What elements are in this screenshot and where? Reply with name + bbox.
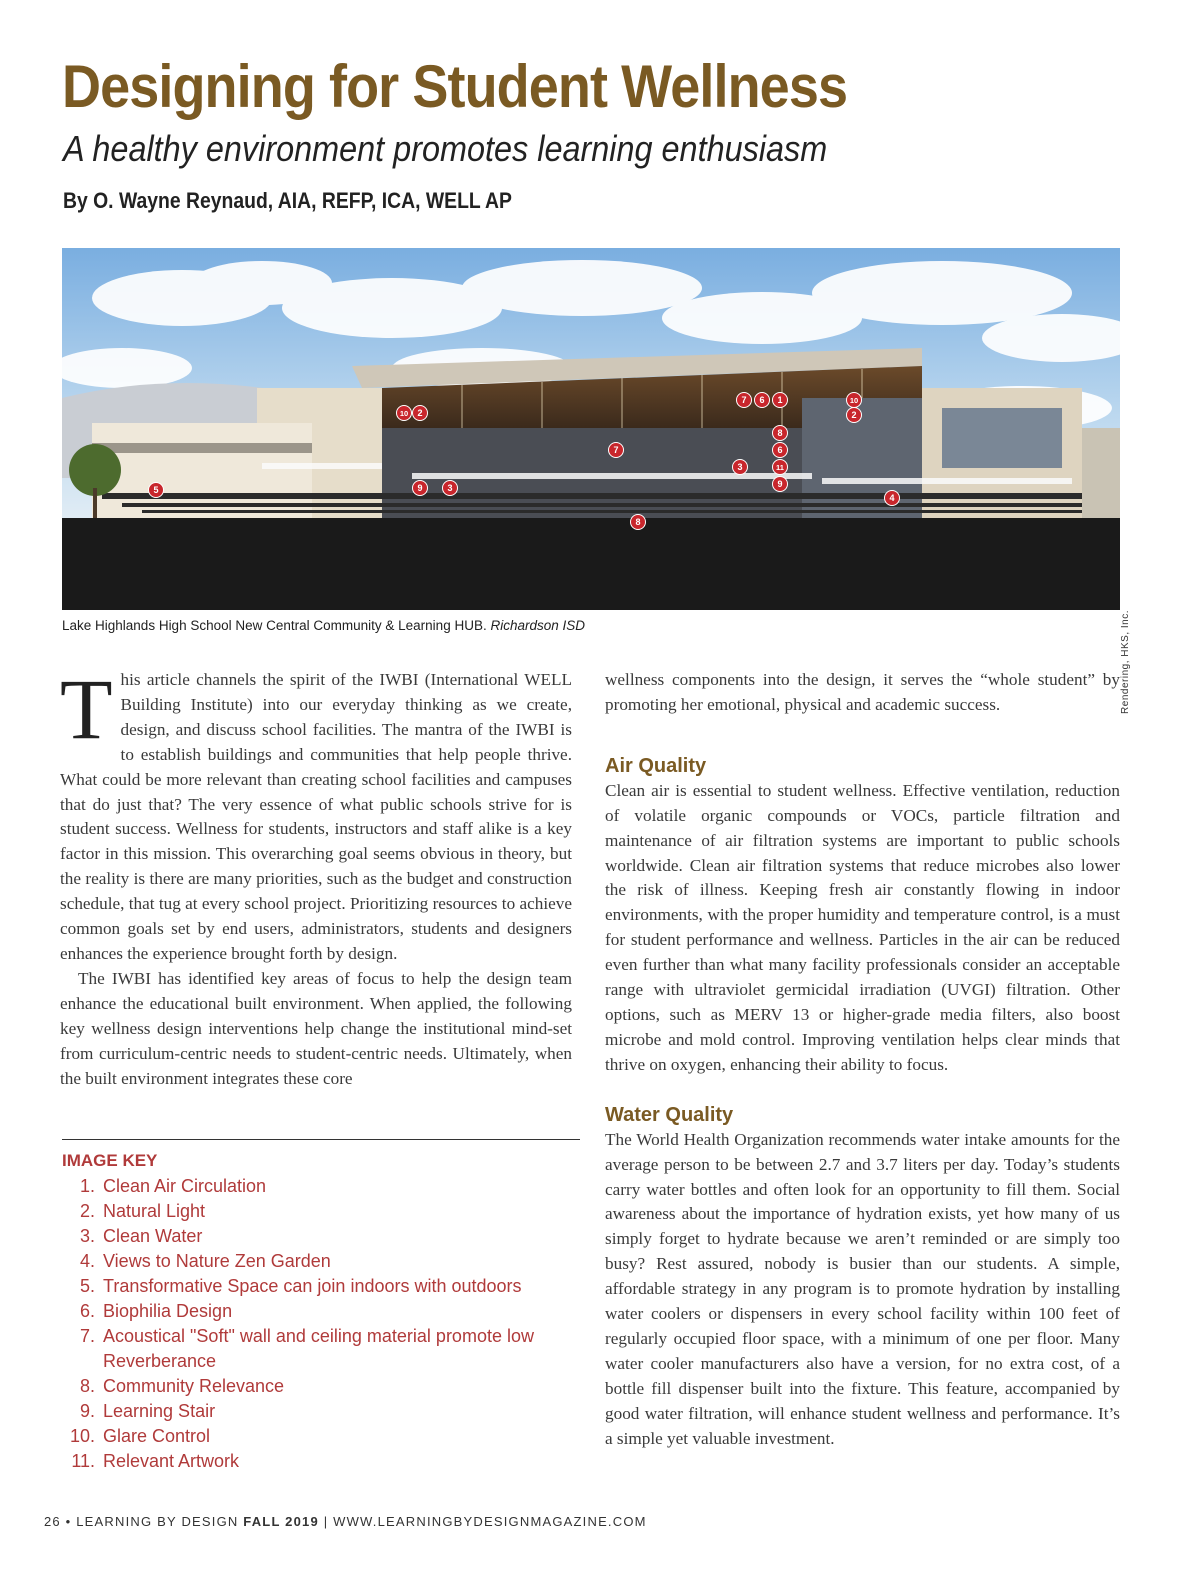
figure-caption <box>62 618 585 633</box>
image-marker <box>413 406 428 421</box>
image-marker-label: 7 <box>741 395 747 405</box>
image-key-number: 8. <box>79 1376 95 1396</box>
image-key-label: Views to Nature Zen Garden <box>103 1251 331 1271</box>
image-key-item <box>62 1174 582 1199</box>
image-key-number: 2. <box>79 1201 95 1221</box>
image-marker-label: 2 <box>417 408 423 418</box>
caption-italic: Richardson ISD <box>490 618 586 633</box>
heading-water-quality: Water Quality <box>605 1103 734 1126</box>
image-key-label: Clean Water <box>103 1226 203 1246</box>
footer-separator: | <box>323 1514 329 1529</box>
image-key-number: 5. <box>79 1276 95 1296</box>
article-column-right <box>605 668 1120 1451</box>
image-key-item <box>62 1224 582 1249</box>
image-marker <box>847 393 862 408</box>
image-marker <box>885 491 900 506</box>
image-key-item <box>62 1324 582 1374</box>
image-marker <box>773 393 788 408</box>
image-marker <box>733 460 748 475</box>
image-key-item <box>62 1449 582 1474</box>
image-marker-label: 10 <box>399 409 409 418</box>
drop-cap: T <box>60 661 113 757</box>
image-key-label: Biophilia Design <box>103 1301 233 1321</box>
image-key-item <box>62 1249 582 1274</box>
image-marker-label: 4 <box>889 493 895 503</box>
paragraph-intro-text: his article channels the spirit of the IWBI (International WELL Building Institute) into our everyday thinking as we create, design, and discuss school facilities. The mantra of the IWBI is to establish buildings and communities that help people thrive. What could be more relevant than creating school facilities and campuses that do just that? The very essence of what public schools strive for is student success. Wellness for students, instructors and staff alike is a key factor in this mission. This overarching goal seems obvious in theory, but the reality is there are many priorities, such as the budget and construction schedule, that tug at every school project. Prioritizing resources to achieve common goals set by end users, administrators, students and designers enhances the experience brought forth by design. <box>60 670 572 963</box>
image-marker-label: 9 <box>417 483 423 493</box>
image-key-item <box>62 1424 582 1449</box>
byline: By O. Wayne Reynaud, AIA, REFP, ICA, WELL AP <box>63 188 512 213</box>
image-key-number: 4. <box>79 1251 95 1271</box>
image-key-number: 3. <box>79 1226 95 1246</box>
article-title: Designing for Student Wellness <box>62 53 848 120</box>
image-marker <box>755 393 770 408</box>
image-marker-label: 1 <box>777 395 783 405</box>
image-key-number: 9. <box>79 1401 95 1421</box>
magazine-url: WWW.LEARNINGBYDESIGNMAGAZINE.COM <box>333 1514 647 1529</box>
hero-rendering <box>62 248 1120 610</box>
image-key-item <box>62 1299 582 1324</box>
image-marker-label: 11 <box>776 463 784 472</box>
image-key-number: 1. <box>79 1176 95 1196</box>
image-marker <box>397 406 412 421</box>
image-credit <box>1120 610 1134 972</box>
image-key-label: Clean Air Circulation <box>103 1176 267 1196</box>
image-marker <box>443 481 458 496</box>
image-key-number: 10. <box>69 1426 95 1446</box>
image-key-label: Glare Control <box>103 1426 211 1446</box>
paragraph-water-quality: The World Health Organization recommends water intake amounts for the average person to be between 2.7 and 3.7 liters per day. Today’s students carry water bottles and often look for an opportunity to fill them. Social awareness about the importance of hydration exists, yet how many of us simply forget to hydrate because we aren’t reminded or are simply too busy? Rest assured, nobody is busier than our students. A simple, affordable strategy in any program is to promote hydration by installing water coolers or dispensers in every school facility within 100 feet of regularly occupied floor space, with a minimum of one per floor. Many water cooler manufacturers also have a version, for no extra cost, of a bottle fill dispenser built into the fixture. This feature, accompanied by good water filtration, will enhance student wellness and performance. It’s a simple yet valuable investment. <box>605 1129 1120 1448</box>
article-subtitle: A healthy environment promotes learning enthusiasm <box>63 128 828 169</box>
image-marker-label: 7 <box>613 445 619 455</box>
image-marker <box>847 408 862 423</box>
image-marker-label: 8 <box>635 517 641 527</box>
image-marker-label: 2 <box>851 410 857 420</box>
image-marker <box>773 460 788 475</box>
image-key-label: Learning Stair <box>103 1401 216 1421</box>
image-marker <box>609 443 624 458</box>
image-marker <box>773 477 788 492</box>
caption-main: Lake Highlands High School New Central Community & Learning HUB. <box>62 618 487 633</box>
image-marker-label: 3 <box>737 462 743 472</box>
paragraph-intro <box>60 661 572 967</box>
paragraph-air-quality: Clean air is essential to student wellness. Effective ventilation, reduction of volatile organic compounds or VOCs, particle filtration and maintenance of air filtration systems are important to public schools worldwide. Clean air filtration systems that reduce microbes also lower the risk of illness. Keeping fresh air constantly flowing in indoor environments, with the proper humidity and temperature control, is a must for student performance and wellness. Particles in the air can be reduced even further than what many facility professionals consider an acceptable range with ultraviolet germicidal irradiation (UVGI) filtration. Other options, such as MERV 13 or higher-grade media filters, also boost microbe and mold control. Improving ventilation helps clear minds that thrive on oxygen, enhancing their ability to focus. <box>605 780 1120 1074</box>
image-marker <box>773 443 788 458</box>
magazine-name: LEARNING BY DESIGN <box>76 1514 239 1529</box>
image-key-label: Natural Light <box>103 1201 206 1221</box>
image-key-label: Transformative Space can join indoors with outdoors <box>103 1276 522 1296</box>
image-key-divider <box>62 1139 580 1140</box>
article-column-left <box>60 661 572 1091</box>
school-rendering-illustration <box>62 248 1120 610</box>
image-marker <box>413 481 428 496</box>
image-key-label: Acoustical "Soft" wall and ceiling material promote low Reverberance <box>103 1326 534 1371</box>
paragraph-iwbi: The IWBI has identified key areas of focus to help the design team enhance the educational built environment. When applied, the following key wellness design interventions help change the institutional mind-set from curriculum-centric needs to student-centric needs. Ultimately, when the built environment integrates these core <box>60 968 572 1088</box>
image-marker-label: 6 <box>777 445 783 455</box>
image-marker-label: 6 <box>759 395 765 405</box>
heading-air-quality: Air Quality <box>605 754 707 777</box>
image-key-item <box>62 1274 582 1299</box>
image-marker-label: 3 <box>447 483 453 493</box>
image-key-number: 7. <box>79 1326 95 1346</box>
image-key-list <box>62 1174 582 1474</box>
image-credit-text: Rendering, HKS, Inc. <box>1120 610 1131 714</box>
image-key-item <box>62 1399 582 1424</box>
image-marker <box>773 426 788 441</box>
image-key-item <box>62 1374 582 1399</box>
image-marker-label: 8 <box>777 428 783 438</box>
image-marker-label: 5 <box>153 485 159 495</box>
issue-name: FALL 2019 <box>243 1514 319 1529</box>
image-key-label: Relevant Artwork <box>103 1451 240 1471</box>
image-marker <box>149 483 164 498</box>
page-number: 26 • <box>44 1514 72 1529</box>
image-marker-label: 9 <box>777 479 783 489</box>
image-key-number: 11. <box>71 1451 95 1471</box>
image-marker <box>737 393 752 408</box>
page-footer <box>44 1514 647 1529</box>
image-key-label: Community Relevance <box>103 1376 285 1396</box>
image-key-number: 6. <box>79 1301 95 1321</box>
paragraph-continued: wellness components into the design, it serves the “whole student” by promoting her emotional, physical and academic success. <box>605 670 1120 714</box>
image-key-item <box>62 1199 582 1224</box>
image-marker-label: 10 <box>849 396 859 405</box>
image-marker <box>631 515 646 530</box>
image-key-title: IMAGE KEY <box>62 1151 158 1170</box>
